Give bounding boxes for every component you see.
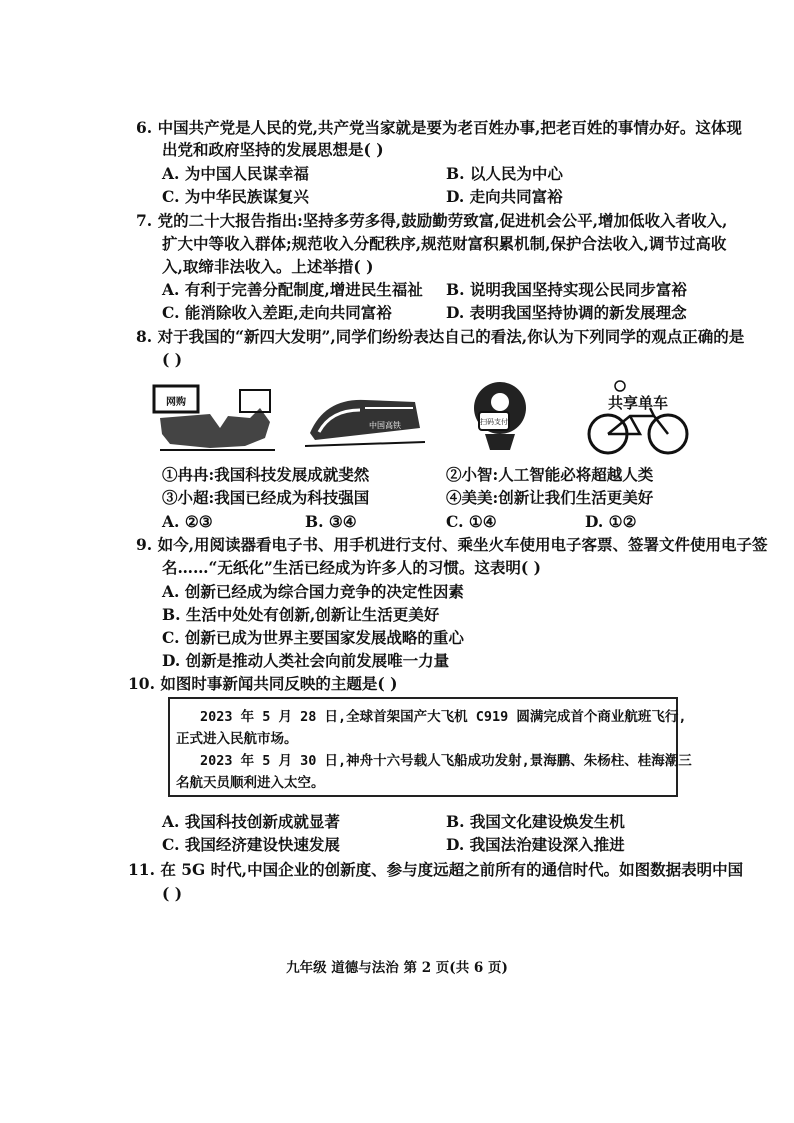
q9-stem-line2: 名……“无纸化”生活已经成为许多人的习惯。这表明( ) bbox=[162, 558, 541, 577]
person-face bbox=[491, 393, 509, 411]
q8-stem-line2: ( ) bbox=[162, 350, 183, 369]
news-item-2-line2: 名航天员顺利进入太空。 bbox=[176, 775, 325, 791]
q6-stem-line2: 出党和政府坚持的发展思想是( ) bbox=[162, 140, 384, 159]
shared-bike-picture bbox=[586, 378, 690, 458]
mobile-payment-picture bbox=[455, 378, 545, 453]
q7-stem-line3: 入,取缔非法收入。上述举措( ) bbox=[162, 257, 374, 276]
q8-option-d[interactable]: D. ①② bbox=[585, 512, 637, 531]
q8-statement-4: ④美美:创新让我们生活更美好 bbox=[446, 488, 654, 507]
phone-label: 扫码支付 bbox=[480, 418, 508, 426]
q10-option-b[interactable]: B. 我国文化建设焕发生机 bbox=[446, 812, 625, 831]
news-item-1-line1: 2023 年 5 月 28 日,全球首架国产大飞机 C919 圆满完成首个商业航班飞行, bbox=[200, 709, 687, 725]
q8-stem-line1: 8. 对于我国的“新四大发明”,同学们纷纷表达自己的看法,你认为下列同学的观点正确的是 bbox=[136, 327, 745, 346]
shop-sign-text: 网购 bbox=[166, 397, 186, 408]
news-item-1-line2: 正式进入民航市场。 bbox=[176, 731, 298, 747]
high-speed-rail-picture bbox=[305, 378, 425, 453]
q10-option-d[interactable]: D. 我国法治建设深入推进 bbox=[446, 835, 625, 854]
q8-option-a[interactable]: A. ②③ bbox=[162, 512, 213, 531]
q7-option-d[interactable]: D. 表明我国坚持协调的新发展理念 bbox=[446, 303, 687, 322]
news-item-2-line1: 2023 年 5 月 30 日,神舟十六号载人飞船成功发射,景海鹏、朱杨柱、桂海潮三 bbox=[200, 753, 692, 769]
online-shopping-picture bbox=[150, 378, 280, 453]
q6-option-d[interactable]: D. 走向共同富裕 bbox=[446, 187, 563, 206]
q8-statement-2: ②小智:人工智能必将超越人类 bbox=[446, 465, 654, 484]
package-box bbox=[240, 390, 270, 412]
page-footer: 九年级 道德与法治 第 2 页(共 6 页) bbox=[286, 960, 508, 976]
q6-option-b[interactable]: B. 以人民为中心 bbox=[446, 164, 563, 183]
q8-statement-1: ①冉冉:我国科技发展成就斐然 bbox=[162, 465, 370, 484]
q6-option-c[interactable]: C. 为中华民族谋复兴 bbox=[162, 187, 309, 206]
q9-stem-line1: 9. 如今,用阅读器看电子书、用手机进行支付、乘坐火车使用电子客票、签署文件使用电子签 bbox=[136, 535, 768, 554]
q8-option-c[interactable]: C. ①④ bbox=[446, 512, 497, 531]
q7-option-b[interactable]: B. 说明我国坚持实现公民同步富裕 bbox=[446, 280, 687, 299]
news-box bbox=[168, 697, 692, 797]
q8-option-b[interactable]: B. ③④ bbox=[305, 512, 357, 531]
q9-option-a[interactable]: A. 创新已经成为综合国力竞争的决定性因素 bbox=[162, 582, 464, 601]
q6-stem-line1: 6. 中国共产党是人民的党,共产党当家就是要为老百姓办事,把老百姓的事情办好。这体现 bbox=[136, 118, 742, 137]
q6-option-a[interactable]: A. 为中国人民谋幸福 bbox=[162, 164, 309, 183]
q9-option-d[interactable]: D. 创新是推动人类社会向前发展唯一力量 bbox=[162, 651, 450, 670]
q9-option-b[interactable]: B. 生活中处处有创新,创新让生活更美好 bbox=[162, 605, 440, 624]
q8-statement-3: ③小超:我国已经成为科技强国 bbox=[162, 488, 370, 507]
q10-option-c[interactable]: C. 我国经济建设快速发展 bbox=[162, 835, 340, 854]
sun-icon bbox=[615, 381, 625, 391]
q7-stem-line1: 7. 党的二十大报告指出:坚持多劳多得,鼓励勤劳致富,促进机会公平,增加低收入者收入, bbox=[136, 211, 728, 230]
bike-title-text: 共享单车 bbox=[607, 394, 669, 412]
q11-stem-line2: ( ) bbox=[162, 884, 183, 903]
q11-stem-line1: 11. 在 5G 时代,中国企业的创新度、参与度远超之前所有的通信时代。如图数据表明中国 bbox=[128, 860, 744, 879]
q10-option-a[interactable]: A. 我国科技创新成就显著 bbox=[162, 812, 340, 831]
q7-option-c[interactable]: C. 能消除收入差距,走向共同富裕 bbox=[162, 303, 392, 322]
q7-option-a[interactable]: A. 有利于完善分配制度,增进民生福祉 bbox=[162, 280, 423, 299]
q10-stem: 10. 如图时事新闻共同反映的主题是( ) bbox=[128, 674, 398, 693]
crowd-shape bbox=[160, 408, 270, 448]
q7-stem-line2: 扩大中等收入群体;规范收入分配秩序,规范财富积累机制,保护合法收入,调节过高收 bbox=[162, 234, 727, 253]
train-label: 中国高铁 bbox=[369, 421, 401, 430]
q9-option-c[interactable]: C. 创新已成为世界主要国家发展战略的重心 bbox=[162, 628, 464, 647]
